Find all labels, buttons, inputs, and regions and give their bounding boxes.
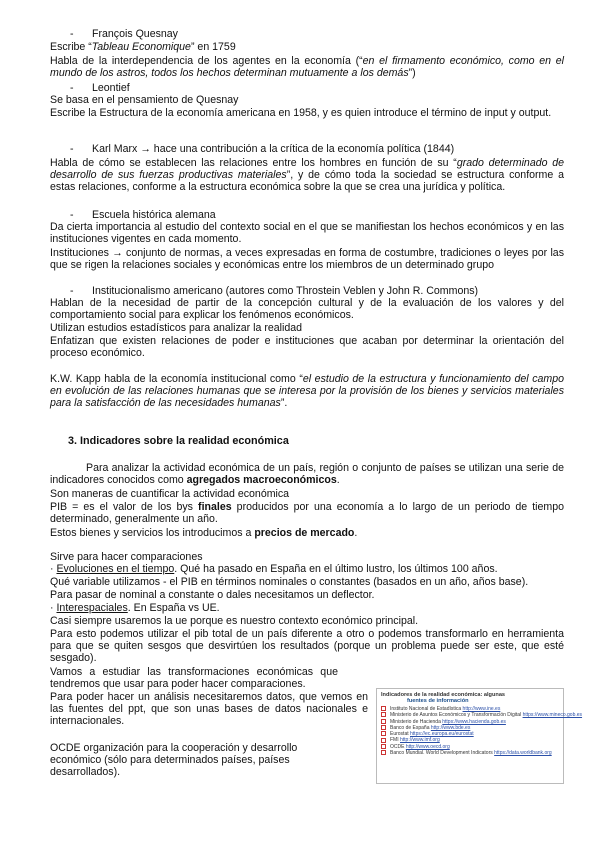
source-link[interactable]: http://www.bde.es	[430, 724, 471, 731]
data-source-item: Banco Mundial. World Development Indicators https://data.worldbank.org	[381, 750, 563, 756]
data-source-item: Ministerio de Asuntos Económicos y Transformación Digital https://www.mineco.gob.es	[381, 712, 563, 718]
section3-p12: Vamos a estudiar las transformaciones económicas que tendremos que usar para poder hacer comparaciones.	[50, 666, 338, 690]
data-source-item: Ministerio de Hacienda https://www.hacienda.gob.es	[381, 719, 563, 725]
bullet-icon	[381, 719, 386, 724]
section3-p8: Para pasar de nominal a constante o dales necesitamos un deflector.	[50, 589, 375, 601]
section3-p5: Sirve para hacer comparaciones	[50, 551, 203, 563]
historica-p2: Instituciones → conjunto de normas, a veces expresadas en forma de costumbre, tradiciones o leyes por las que se rigen la relaciones sociales y económicas entre los miembros de un determinado grupo	[50, 247, 564, 271]
source-link[interactable]: https://www.mineco.gob.es	[522, 712, 583, 719]
data-source-item: OCDE http://www.oecd.org	[381, 744, 563, 750]
section3-p7: Qué variable utilizamos - el PIB en términos nominales o constantes (basados en un año, años base).	[50, 576, 529, 588]
bullet-icon	[381, 744, 386, 749]
bullet-icon	[381, 712, 386, 717]
leontief-line1: Se basa en el pensamiento de Quesnay	[50, 94, 239, 106]
data-sources-slide	[376, 688, 583, 784]
source-link[interactable]: http://www.imf.org	[400, 737, 440, 744]
section3-p4: Estos bienes y servicios los introducimos a precios de mercado.	[50, 527, 358, 539]
bullet-icon	[381, 731, 386, 736]
section3-p14: OCDE organización para la cooperación y desarrollo económico (sólo para determinados países, países desarrollados).	[50, 742, 298, 778]
section3-p11: Para esto podemos utilizar el pib total de un país diferente a otro o podemos transformarlo en herramienta para que se quiten sesgos que desvirtúen los resultados (porque un problema puede ser este, que esté sesgado).	[50, 628, 564, 664]
source-link[interactable]: https://www.hacienda.gob.es	[442, 718, 506, 725]
marx-heading: - Karl Marx → hace una contribución a la crítica de la economía política (1844)	[70, 143, 455, 155]
section3-p10: Casi siempre usaremos la ue porque es nuestro contexto económico principal.	[50, 615, 419, 627]
quesnay-heading: - François Quesnay	[70, 28, 178, 40]
section3-p13: Para poder hacer un análisis necesitaremos datos, que vemos en las fuentes del ppt, que son unas bases de datos nacionales e internacionales.	[50, 691, 368, 727]
data-source-item: FMI http://www.imf.org	[381, 737, 563, 743]
section3-p6: · Evoluciones en el tiempo. Qué ha pasado en España en el último lustro, los últimos 100 años.	[50, 563, 498, 575]
data-sources-list	[377, 706, 583, 757]
bullet-icon	[381, 725, 386, 730]
kapp-paragraph: K.W. Kapp habla de la economía institucional como “el estudio de la estructura y funcionamiento del campo en evolución de las relaciones humanas que se interesa por la provisión de los bienes y servicios materiales para la satisfacción de las necesidades humanas”.	[50, 373, 564, 409]
leontief-heading: - Leontief	[70, 82, 130, 94]
institucionalismo-p3: Enfatizan que existen relaciones de poder e instituciones que acaban por determinar la orientación del proceso económico.	[50, 335, 564, 359]
section3-p2: Son maneras de cuantificar la actividad económica	[50, 488, 290, 500]
section-3-heading: 3. Indicadores sobre la realidad económica	[68, 435, 289, 447]
institucionalismo-heading: - Institucionalismo americano (autores como Throstein Veblen y John R. Commons)	[70, 285, 479, 297]
data-source-item: Banco de España http://www.bde.es	[381, 725, 563, 731]
source-link[interactable]: http://www.oecd.org	[405, 743, 450, 750]
source-link[interactable]: http://www.ine.es	[462, 706, 501, 712]
data-sources-title: Indicadores de la realidad económica: algunas fuentes de información	[381, 692, 506, 704]
marx-body: Habla de cómo se establecen las relaciones entre los hombres en función de su “grado determinado de desarrollo de sus fuerzas productivas materiales”, y de cómo toda la sociedad se estructura conforme a estas relaciones, conforme a la estructura económica sobre la que se crea una jurídica y política.	[50, 157, 564, 193]
institucionalismo-p1: Hablan de la necesidad de partir de la concepción cultural y de la evaluación de los valores y del comportamiento social para explicar los fenómenos económicos.	[50, 297, 564, 321]
bullet-icon	[381, 750, 386, 755]
data-source-item: Instituto Nacional de Estadística http://www.ine.es	[381, 706, 563, 712]
bullet-icon	[381, 738, 386, 743]
historica-heading: - Escuela histórica alemana	[70, 209, 216, 221]
source-link[interactable]: https://data.worldbank.org	[494, 750, 552, 757]
historica-p1: Da cierta importancia al estudio del contexto social en el que se manifiestan los hechos económicos y en las instituciones vigentes en cada momento.	[50, 221, 564, 245]
source-link[interactable]: https://ec.europa.eu/eurostat	[410, 731, 474, 738]
section3-p9: · Interespaciales. En España vs UE.	[50, 602, 220, 614]
section3-p1: Para analizar la actividad económica de un país, región o conjunto de países se utilizan una serie de indicadores conocidos como agregados macroeconómicos.	[50, 462, 564, 486]
leontief-line2: Escribe la Estructura de la economía americana en 1958, y es quien introduce el término de input y output.	[50, 107, 552, 119]
bullet-icon	[381, 706, 386, 711]
institucionalismo-p2: Utilizan estudios estadísticos para analizar la realidad	[50, 322, 303, 334]
quesnay-line2: Habla de la interdependencia de los agentes en la economía (“en el firmamento económico, como en el mundo de los astros, todos los hechos determinan mutuamente a los demás”)	[50, 55, 564, 79]
section3-p3: PIB = es el valor de los bys finales producidos por una economía a lo largo de un periodo de tiempo determinado, generalmente un año.	[50, 501, 564, 525]
quesnay-line1: Escribe “Tableau Economique” en 1759	[50, 41, 236, 53]
data-source-item: Eurostat https://ec.europa.eu/eurostat	[381, 731, 563, 737]
